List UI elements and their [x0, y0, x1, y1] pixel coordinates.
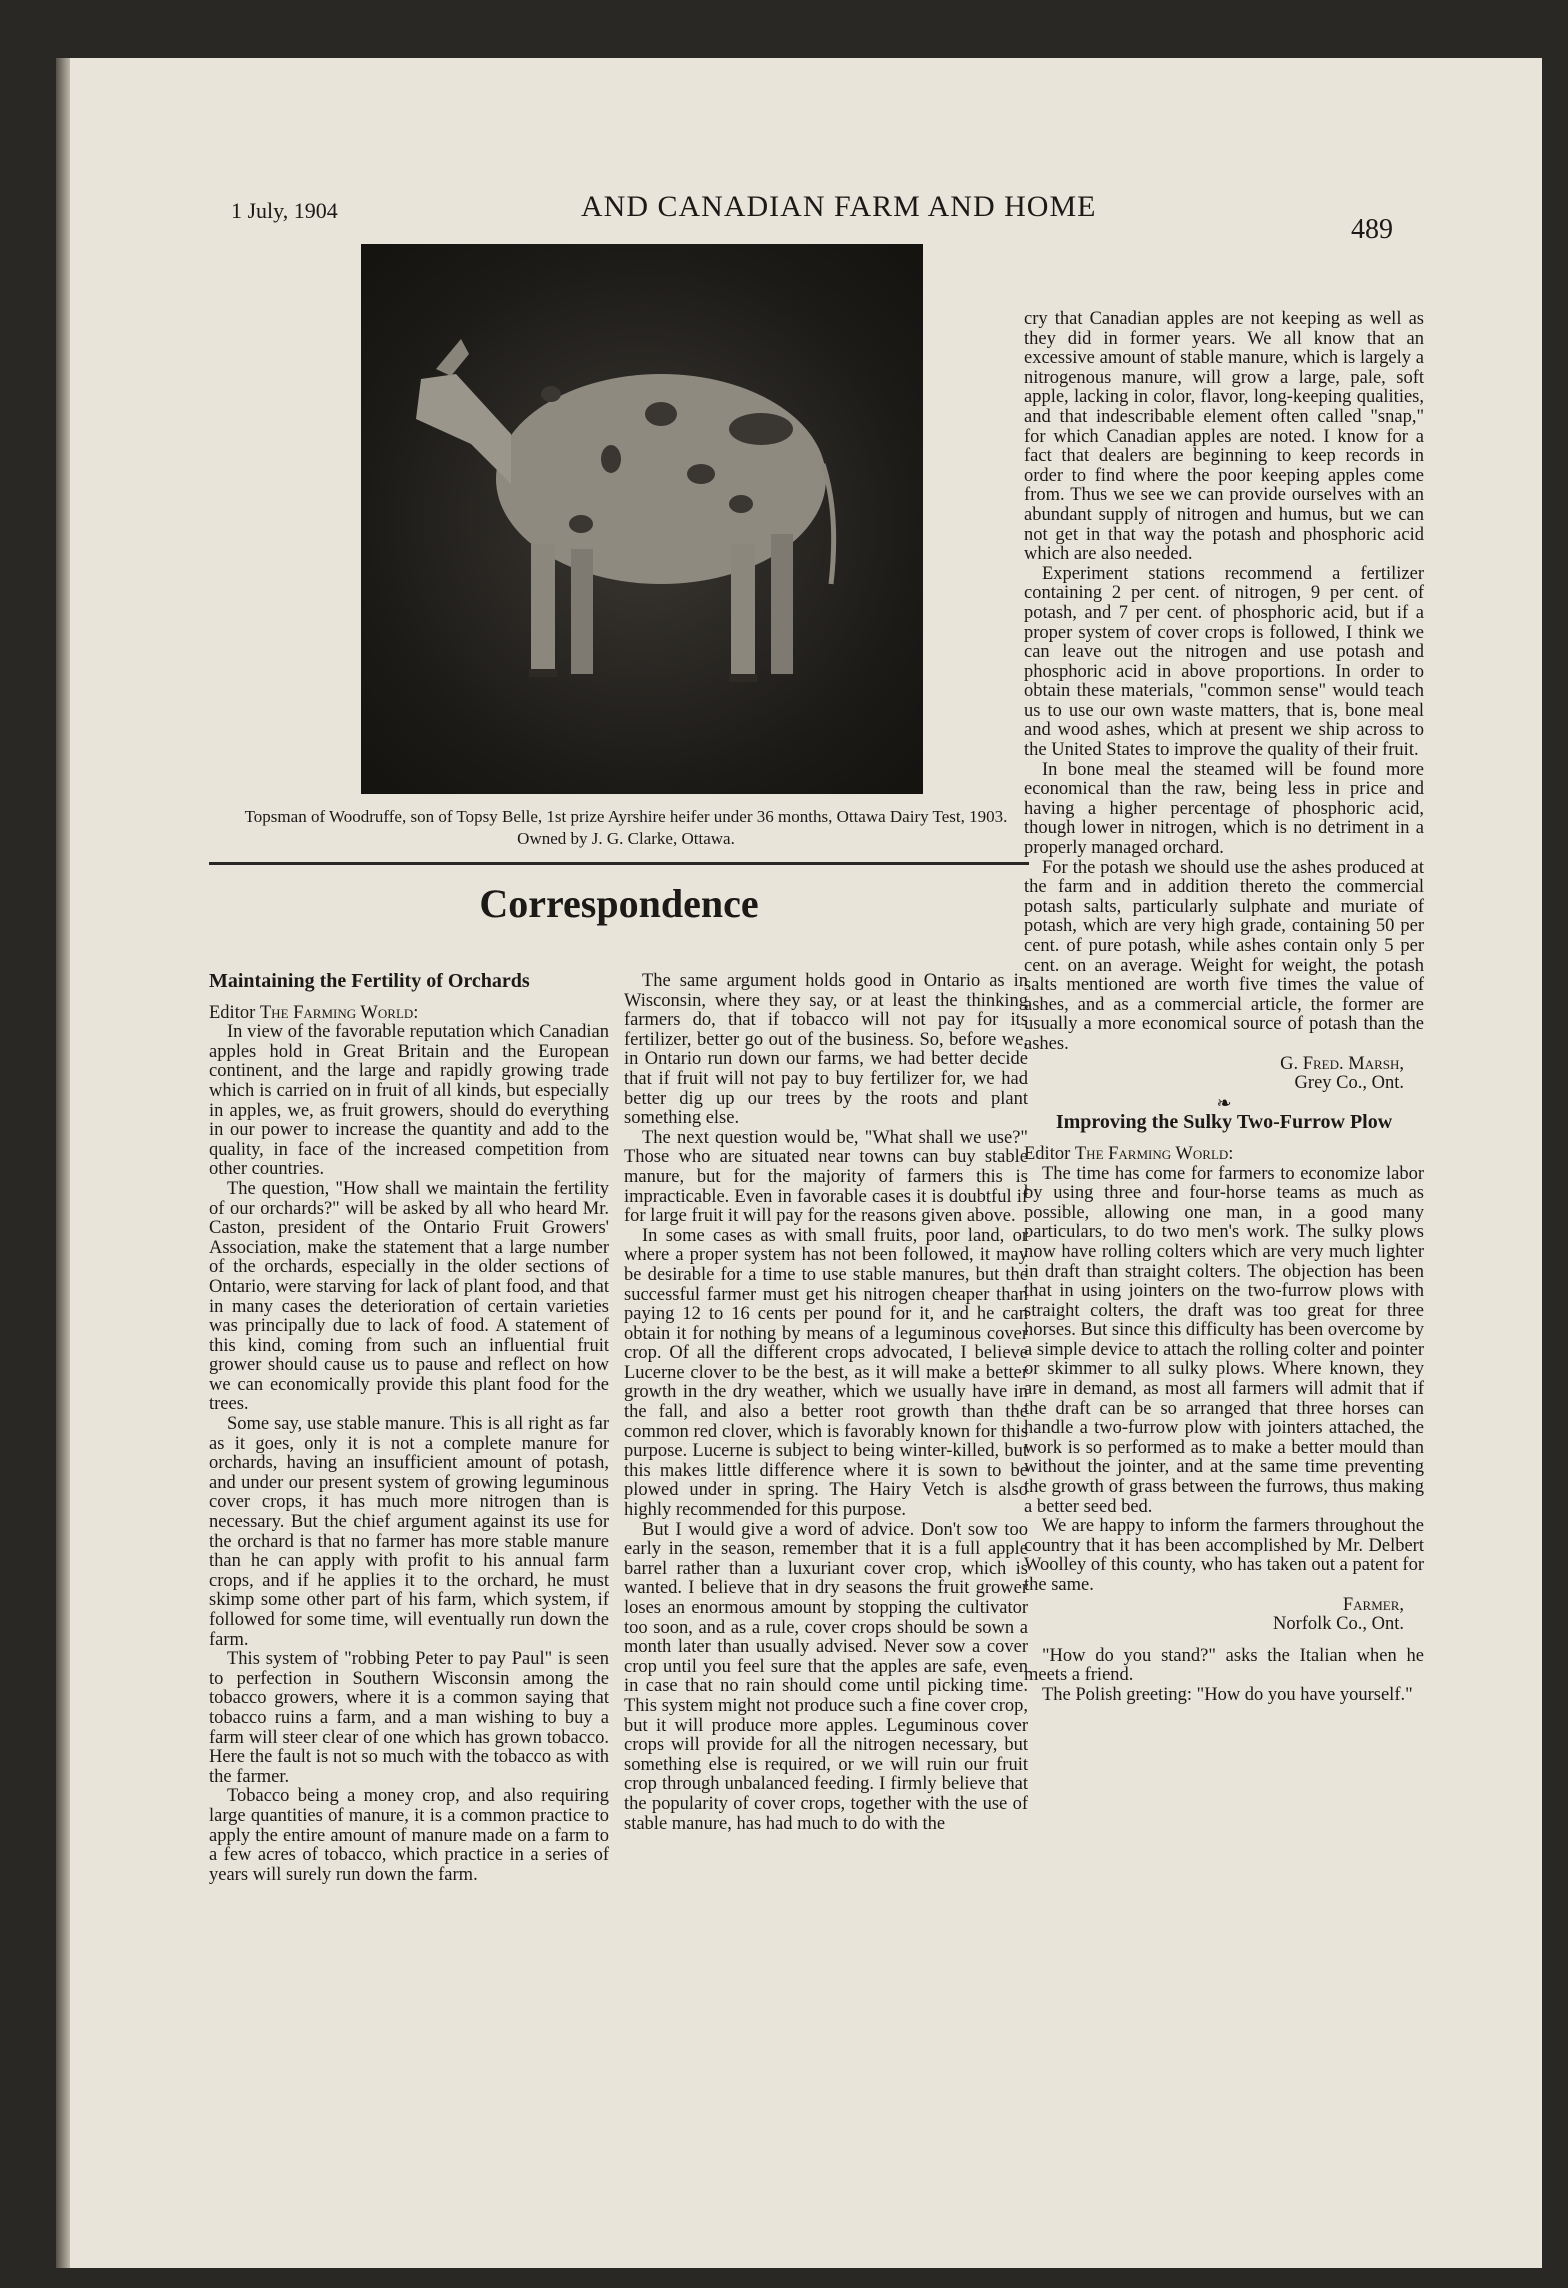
- signature-place: Norfolk Co., Ont.: [1272, 1614, 1404, 1635]
- paragraph: cry that Canadian apples are not keeping as well as they did in former years. We all know that an excessive amount of stable manure, which is largely a nitrogenous manure, will grow a large, pale, soft apple, lacking in color, flavor, long-keeping qualities, and that indescribable element often called "snap," for which Canadian apples are noted. I know for a fact that dealers are beginning to keep records in order to find where the poor keeping apples come from. Thus we see we can provide ourselves with an abundant supply of nitrogen and humus, but we can not get in that way the potash and phosphoric acid which are also needed.: [1024, 309, 1424, 565]
- paragraph: In view of the favorable reputation which Canadian apples hold in Great Britain and the European continent, and the large and rapidly growing trade which is carried on in fruit of all kinds, but especially in apples, we, as fruit growers, should do everything in our power to increase the quantity and add to the quality, in face of the increased competition from other countries.: [209, 1022, 609, 1180]
- paragraph: Tobacco being a money crop, and also requiring large quantities of manure, it is a common practice to apply the entire amount of manure made on a farm to a few acres of tobacco, which practice in a series of years will surely run down the farm.: [209, 1786, 609, 1885]
- paragraph: In bone meal the steamed will be found more economical than the raw, being less in price and having a higher percentage of phosphoric acid, though lower in nitrogen, which is no detriment in a properly managed orchard.: [1024, 759, 1424, 859]
- heifer-head: [416, 374, 511, 484]
- heifer-leg-rear: [731, 544, 755, 679]
- editor-prefix: Editor: [1024, 1143, 1071, 1164]
- heifer-hoof: [729, 674, 757, 682]
- paragraph: For the potash we should use the ashes produced at the farm and in addition thereto the commercial potash salts, particularly sulphate and muriate of potash, which are very high grade, containing 50 per cent. of pure potash, while ashes contain only 5 per cent. on an average. Weight for weight, the potash salts mentioned are worth five times the value of ashes, and as a commercial article, the former are usually a more economical source of potash than the ashes.: [1024, 857, 1424, 1054]
- editor-name: The Farming World: [1074, 1143, 1229, 1164]
- issue-date: 1 July, 1904: [231, 198, 338, 223]
- heifer-spot: [645, 402, 677, 426]
- editor-suffix: :: [1228, 1143, 1234, 1164]
- paragraph: Some say, use stable manure. This is all right as far as it goes, only it is not a complete manure for orchards, having an insufficient amount of potash, and under our present system of growing leguminous cover crops, it has much more nitrogen than is necessary. But the chief argument against its use for the orchard is that no farmer has more stable manure than he can apply with profit to his annual farm crops, and if he applies it to the orchard, he must skimp some other part of his farm, which system, if followed for some time, will eventually run down the farm.: [209, 1414, 609, 1650]
- page-number: 489: [1351, 214, 1393, 245]
- editor-salutation: [209, 1004, 609, 1024]
- signature-name: [1024, 1596, 1424, 1616]
- heifer-photo: [361, 244, 923, 794]
- signature-place: Grey Co., Ont.: [1294, 1073, 1404, 1094]
- section-rule: [209, 862, 1029, 865]
- paragraph: We are happy to inform the farmers throughout the country that it has been accomplished by Mr. Delbert Woolley of this county, who has taken out a patent for the same.: [1024, 1516, 1424, 1595]
- heifer-hoof: [529, 669, 557, 677]
- editor-suffix: :: [413, 1002, 419, 1023]
- heifer-leg-rear-2: [771, 534, 793, 674]
- paragraph: But I would give a word of advice. Don't sow too early in the season, remember that it is a full apple barrel rather than a luxuriant cover crop, which is wanted. I believe that in dry seasons the fruit grower loses an enormous amount by stopping the cultivator too soon, and as a rule, cover crops should be sown a month later than usually advised. Never sow a cover crop until you feel sure that the apples are safe, even in case that no rain should come until picking time. This system might not produce such a fine cover crop, but it will produce more apples. Leguminous cover crops will provide for all the nitrogen necessary, but something else is required, or we will ruin our fruit crop through unbalanced feeding. I firmly believe that the popularity of cover crops, together with the use of stable manure, has had much to do with the: [624, 1519, 1028, 1834]
- heifer-spot: [541, 386, 561, 402]
- editor-salutation: [1024, 1145, 1424, 1165]
- newspaper-page: [56, 58, 1542, 2268]
- column-3: [1024, 310, 1424, 1706]
- photo-frame: [361, 244, 923, 794]
- closing-paragraph: "How do you stand?" asks the Italian when he meets a friend.: [1024, 1645, 1424, 1686]
- signature-name-text: Farmer,: [1342, 1594, 1404, 1615]
- signature-name: [1024, 1055, 1424, 1075]
- separator-ornament: ❧: [1216, 1092, 1232, 1113]
- column-2: [624, 972, 1028, 1834]
- article-headline-plow: Improving the Sulky Two-Furrow Plow: [1055, 1111, 1393, 1134]
- photo-caption: Topsman of Woodruffe, son of Topsy Belle, 1st prize Ayrshire heifer under 36 months, Ottawa Dairy Test, 1903. Owned by J. G. Clarke, Ottawa.: [244, 807, 1008, 848]
- heifer-spot: [601, 445, 621, 473]
- paragraph: In some cases as with small fruits, poor land, or where a proper system has not been followed, it may be desirable for a time to use stable manures, but the successful farmer must get his nitrogen cheaper than paying 12 to 16 cents per pound for it, and he can obtain it for nothing by means of a leguminous cover crop. Of all the different crops advocated, I believe Lucerne clover to be the best, as it will make a better growth in the dry weather, which we usually have in the fall, and also a better root growth than the common red clover, which is favorably known for this purpose. Lucerne is subject to being winter-killed, but this makes little difference where it is sown to be plowed under in spring. The Hairy Vetch is also highly recommended for this purpose.: [624, 1225, 1028, 1521]
- article-headline-orchards: Maintaining the Fertility of Orchards: [209, 970, 530, 992]
- heifer-leg-front-2: [571, 549, 593, 674]
- heifer-illustration: [361, 244, 923, 794]
- heifer-spot: [687, 464, 715, 484]
- closing-paragraph: The Polish greeting: "How do you have yourself.": [1042, 1684, 1413, 1705]
- heifer-leg-front: [531, 544, 555, 674]
- running-head: [56, 184, 1542, 245]
- heifer-spot: [729, 495, 753, 513]
- column-1: [209, 972, 609, 1885]
- heifer-spot: [729, 413, 793, 445]
- editor-name: The Farming World: [259, 1002, 414, 1023]
- section-title: Correspondence: [479, 881, 759, 926]
- paragraph: Experiment stations recommend a fertilizer containing 2 per cent. of nitrogen, 9 per cent. of potash, and 7 per cent. of phosphoric acid, but if a proper system of cover crops is followed, I think we can leave out the nitrogen and use potash and phosphoric acid in above proportions. In order to obtain these materials, "common sense" would teach us to use our own waste matters, that is, bone meal and wood ashes, which at present we ship across to the United States to improve the quality of their fruit.: [1024, 563, 1424, 761]
- paragraph: The question, "How shall we maintain the fertility of our orchards?" will be asked by all who heard Mr. Caston, president of the Ontario Fruit Growers' Association, make the statement that a large number of the orchards, especially in the older sections of Ontario, were starving for lack of plant food, and that in many cases the deterioration of certain varieties was principally due to lack of food. A statement of this kind, coming from such an influential fruit grower should cause us to pause and reflect on how we can economically provide this plant food for the trees.: [209, 1178, 609, 1415]
- paragraph: The same argument holds good in Ontario as in Wisconsin, where they say, or at least the thinking farmers do, that if tobacco will not pay for its fertilizer, better go out of the business. So, before we, in Ontario run down our farms, we had better decide that if fruit will not pay to buy fertilizer for, we had better dig up our trees by the roots and plant something else.: [624, 971, 1028, 1129]
- signature-name-text: G. Fred. Marsh,: [1280, 1053, 1404, 1074]
- paragraph: This system of "robbing Peter to pay Paul" is seen to perfection in Southern Wisconsin among the tobacco growers, where it is a common saying that tobacco ruins a farm, and a man wishing to buy a farm will steer clear of one which has grown tobacco. Here the fault is not so much with the tobacco as with the farmer.: [209, 1649, 609, 1787]
- paragraph: The time has come for farmers to economize labor by using three and four-horse teams as much as possible, allowing one man, in a good many particulars, to do two men's work. The sulky plows now have rolling colters which are very much lighter in draft than straight colters. The objection has been that in using jointers on the two-furrow plows with straight colters, the draft was too great for three horses. But since this difficulty has been overcome by a simple device to attach the rolling colter and pointer or skimmer to all sulky plows. Where known, they are in demand, as most all farmers will admit that if the draft can be so arranged that three horses can handle a two-furrow plow with jointers attached, the work is so performed as to make a better mould than without the jointer, and at the same time preventing the growth of grass between the furrows, thus making a better seed bed.: [1024, 1163, 1424, 1517]
- heifer-spot: [569, 515, 593, 533]
- heifer-horn: [436, 339, 469, 376]
- publication-title: AND CANADIAN FARM AND HOME: [581, 190, 1097, 223]
- editor-prefix: Editor: [209, 1002, 256, 1023]
- paragraph: The next question would be, "What shall we use?" Those who are situated near towns can buy stable manure, but for the majority of farmers this is impracticable. Even in favorable cases it is doubtful if for large fruit it will pay for the reasons given above.: [624, 1127, 1028, 1227]
